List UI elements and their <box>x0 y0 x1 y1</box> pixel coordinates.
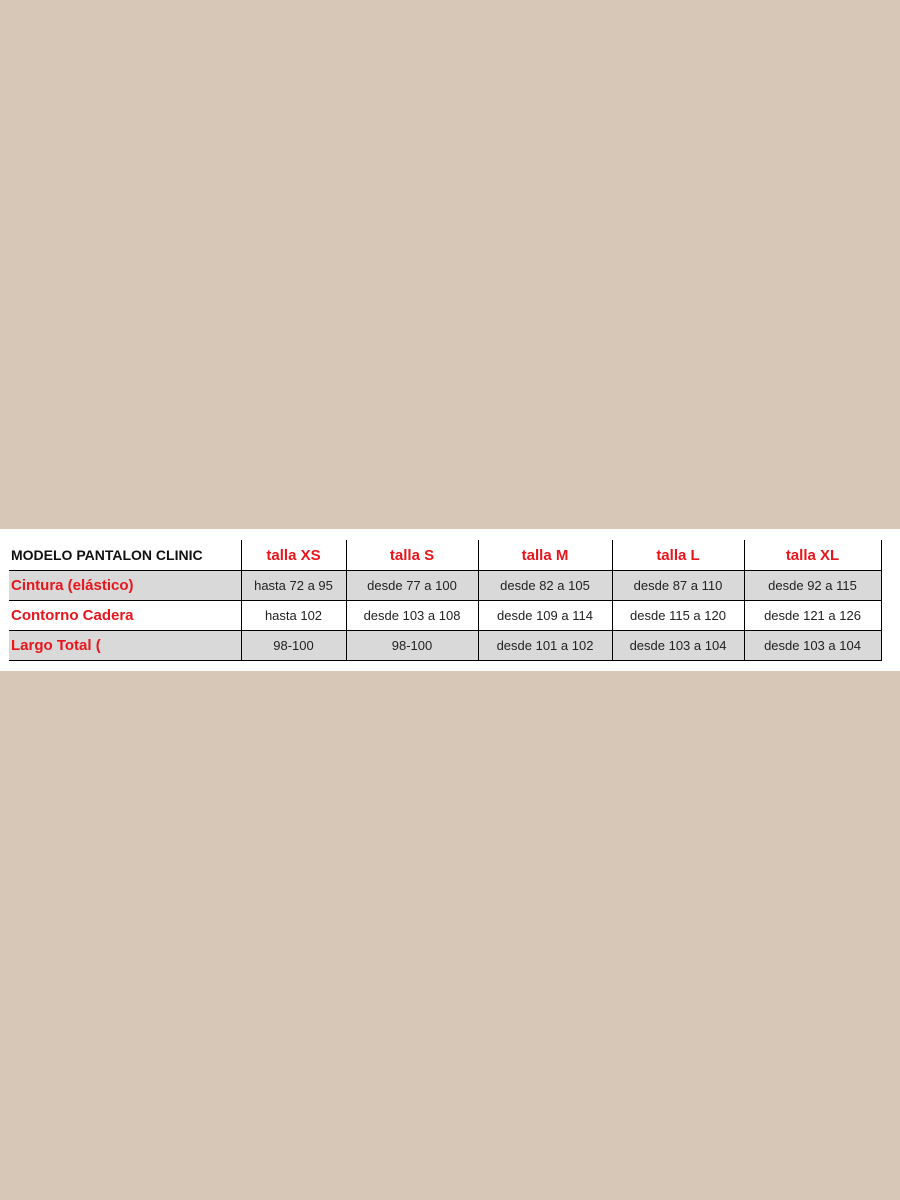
size-header-s: talla S <box>346 540 478 571</box>
row-label-largo: Largo Total ( <box>9 631 241 661</box>
table-header-row <box>9 540 881 571</box>
table-cell: 98-100 <box>346 631 478 661</box>
table-row <box>9 601 881 631</box>
table-cell: desde 121 a 126 <box>744 601 881 631</box>
table-title: MODELO PANTALON CLINIC <box>9 540 241 571</box>
table-cell: hasta 102 <box>241 601 346 631</box>
table-row <box>9 631 881 661</box>
size-header-l: talla L <box>612 540 744 571</box>
table-cell: 98-100 <box>241 631 346 661</box>
row-label-cintura: Cintura (elástico) <box>9 571 241 601</box>
table-cell: desde 82 a 105 <box>478 571 612 601</box>
table-cell: desde 87 a 110 <box>612 571 744 601</box>
table-cell: desde 109 a 114 <box>478 601 612 631</box>
table-cell: desde 103 a 108 <box>346 601 478 631</box>
table-cell: desde 92 a 115 <box>744 571 881 601</box>
table-cell: desde 103 a 104 <box>744 631 881 661</box>
size-header-m: talla M <box>478 540 612 571</box>
size-chart-band <box>0 529 900 671</box>
table-cell: desde 77 a 100 <box>346 571 478 601</box>
table-cell: hasta 72 a 95 <box>241 571 346 601</box>
table-row <box>9 571 881 601</box>
table-cell: desde 115 a 120 <box>612 601 744 631</box>
table-cell: desde 103 a 104 <box>612 631 744 661</box>
size-header-xs: talla XS <box>241 540 346 571</box>
table-cell: desde 101 a 102 <box>478 631 612 661</box>
row-label-cadera: Contorno Cadera <box>9 601 241 631</box>
size-header-xl: talla XL <box>744 540 881 571</box>
size-chart-table <box>9 540 882 661</box>
